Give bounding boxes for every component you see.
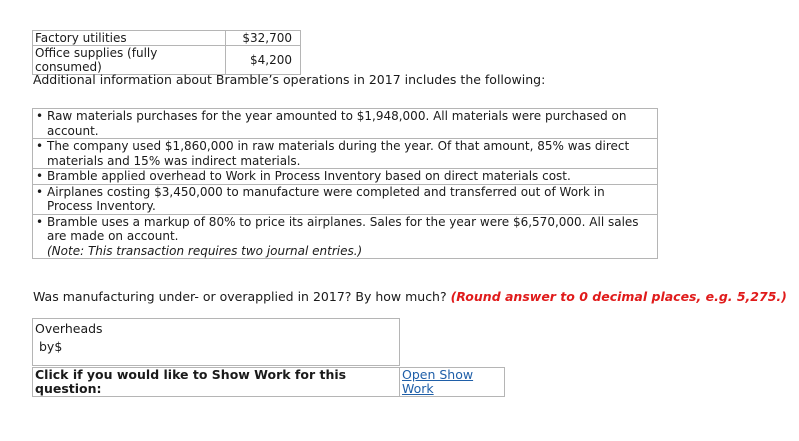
list-item-text: The company used $1,860,000 in raw materials during the year. Of that amount, 85% was direct materials and 15% was indirect materials. <box>47 139 630 168</box>
list-item-text: Bramble applied overhead to Work in Process Inventory based on direct materials cost. <box>47 169 571 183</box>
show-work-cell <box>400 368 505 397</box>
expense-amount: $32,700 <box>226 31 301 46</box>
show-work-prompt: Click if you would like to Show Work for this question: <box>33 368 400 397</box>
note-text: (Note: This transaction requires two journal entries.) <box>47 243 363 258</box>
by-label: by$ <box>39 339 63 354</box>
table-row <box>33 31 301 46</box>
expense-label: Office supplies (fully consumed) <box>33 46 226 75</box>
list-item-text: Bramble uses a markup of 80% to price its airplanes. Sales for the year were $6,570,000. All sales are made on account. <box>47 214 639 243</box>
list-item-text: Raw materials purchases for the year amounted to $1,948,000. All materials were purchased on account. <box>47 109 627 138</box>
bullet-icon: • <box>36 214 44 229</box>
overheads-label: Overheads <box>35 321 103 336</box>
table-row <box>33 46 301 75</box>
intro-text: Additional information about Bramble’s operations in 2017 includes the following: <box>33 72 546 87</box>
bullet-icon: • <box>36 139 44 153</box>
question-text <box>33 289 787 304</box>
expense-table <box>32 30 301 75</box>
list-item <box>32 185 658 215</box>
bullet-icon: • <box>36 169 44 183</box>
list-item <box>32 169 658 185</box>
open-show-work-link[interactable]: Open Show Work <box>402 367 474 396</box>
list-item-text: Airplanes costing $3,450,000 to manufacture were completed and transferred out of Work in Process Inventory. <box>47 184 605 213</box>
rounding-hint: (Round answer to 0 decimal places, e.g. 5,275.) <box>450 289 787 304</box>
question-prompt: Was manufacturing under- or overapplied in 2017? By how much? <box>33 289 451 304</box>
list-item <box>32 108 658 139</box>
answer-box <box>32 318 400 366</box>
expense-amount: $4,200 <box>226 46 301 75</box>
expense-label: Factory utilities <box>33 31 226 46</box>
bullet-icon: • <box>36 109 44 123</box>
list-item <box>32 215 658 260</box>
show-work-table <box>32 367 505 397</box>
info-list <box>32 108 658 259</box>
table-row <box>33 368 505 397</box>
list-item <box>32 139 658 169</box>
bullet-icon: • <box>36 184 44 199</box>
